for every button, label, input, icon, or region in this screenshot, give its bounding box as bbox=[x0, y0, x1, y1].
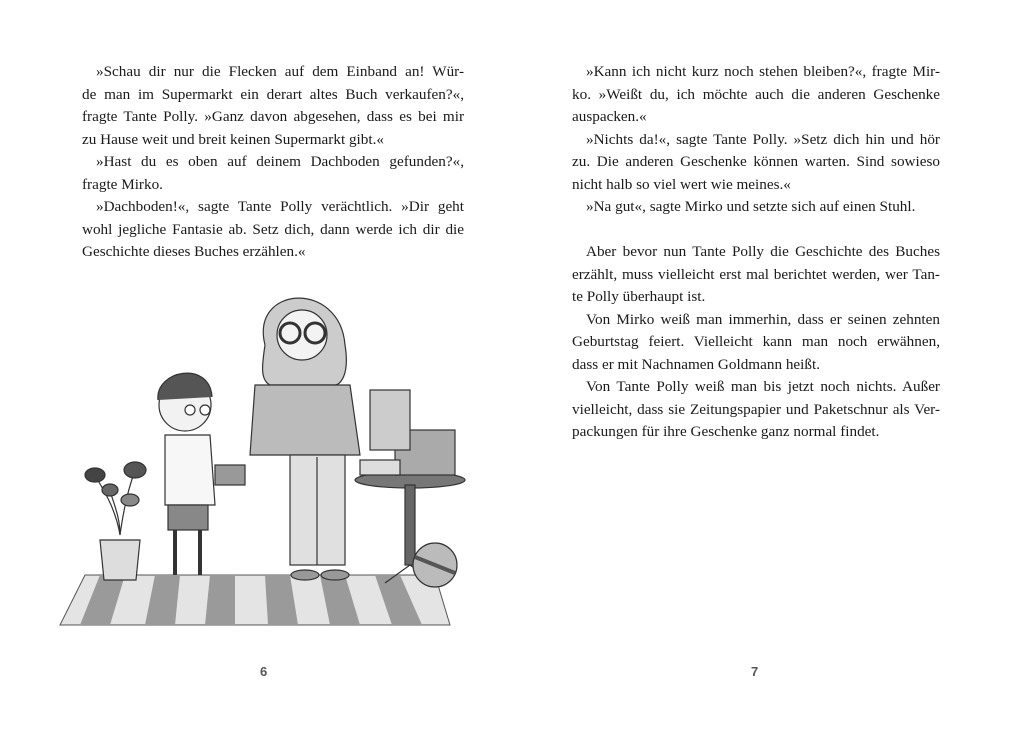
paragraph bbox=[572, 241, 940, 309]
text-line: zu Hause weit und breit keinen Supermarkt gibt.« bbox=[82, 130, 384, 148]
text-line: nicht halb so viel wert wie meines.« bbox=[572, 175, 791, 193]
striped-rug bbox=[60, 575, 450, 625]
text-line: »Kann ich nicht kurz noch stehen bleiben?«, fragte Mir- bbox=[586, 63, 940, 80]
section-break bbox=[572, 219, 940, 242]
ball-present bbox=[413, 543, 457, 587]
text-line: Geschichte dieses Buches erzählen.« bbox=[82, 243, 306, 260]
text-line: fragte Tante Polly. »Ganz davon abgesehen, dass es bei mir bbox=[82, 108, 464, 125]
page-number-left: 6 bbox=[260, 664, 268, 679]
text-line: zu. Die anderen Geschenke können warten. Sind sowieso bbox=[572, 153, 940, 170]
text-line: »Na gut«, sagte Mirko und setzte sich auf einen Stuhl. bbox=[586, 198, 916, 215]
paragraph bbox=[572, 61, 940, 129]
text-line: Geburtstag feiert. Vielleicht kann man noch erwähnen, bbox=[572, 333, 940, 350]
paragraph bbox=[82, 196, 464, 264]
paragraph bbox=[572, 376, 940, 444]
text-line: »Schau dir nur die Flecken auf dem Einband an! Wür- bbox=[96, 63, 464, 80]
text-line: »Nichts da!«, sagte Tante Polly. »Setz dich hin und hör bbox=[586, 130, 940, 148]
text-line: te Polly überhaupt ist. bbox=[572, 288, 706, 305]
text-line: Von Tante Polly weiß man bis jetzt noch nichts. Außer bbox=[586, 378, 940, 395]
text-line: ko. »Weißt du, ich möchte auch die anderen Geschenke bbox=[572, 85, 940, 103]
text-line: wohl jegliche Fantasie ab. Setz dich, dann werde ich dir die bbox=[82, 220, 464, 238]
text-line: packungen für ihre Geschenke ganz normal findet. bbox=[572, 423, 880, 440]
right-page-text bbox=[572, 61, 940, 444]
paragraph bbox=[572, 309, 940, 377]
text-line: »Dachboden!«, sagte Tante Polly verächtlich. »Dir geht bbox=[96, 198, 464, 215]
paragraph bbox=[572, 196, 940, 219]
page-number-right: 7 bbox=[751, 664, 759, 679]
plant-in-pot bbox=[85, 462, 146, 580]
text-line: »Hast du es oben auf deinem Dachboden gefunden?«, bbox=[96, 153, 464, 170]
paragraph bbox=[82, 151, 464, 196]
text-line: dass er mit Nachnamen Goldmann heißt. bbox=[572, 355, 820, 373]
paragraph bbox=[572, 129, 940, 197]
left-page-text bbox=[82, 61, 464, 264]
tante-polly bbox=[250, 298, 360, 580]
text-line: erzählt, muss vielleicht erst mal berichtet werden, wer Tan- bbox=[572, 265, 940, 283]
text-line: auspacken.« bbox=[572, 108, 647, 125]
text-line: Von Mirko weiß man immerhin, dass er seinen zehnten bbox=[586, 310, 940, 328]
text-line: vielleicht, dass sie Zeitungspapier und Paketschnur als Ver- bbox=[572, 400, 940, 418]
illustration-mirko-and-tante-polly bbox=[40, 285, 480, 635]
boy-mirko bbox=[158, 373, 245, 575]
text-line: fragte Mirko. bbox=[82, 175, 163, 193]
paragraph bbox=[82, 61, 464, 151]
text-line: de man im Supermarkt ein derart altes Buch verkaufen?«, bbox=[82, 85, 464, 103]
text-line: Aber bevor nun Tante Polly die Geschichte des Buches bbox=[586, 243, 940, 260]
